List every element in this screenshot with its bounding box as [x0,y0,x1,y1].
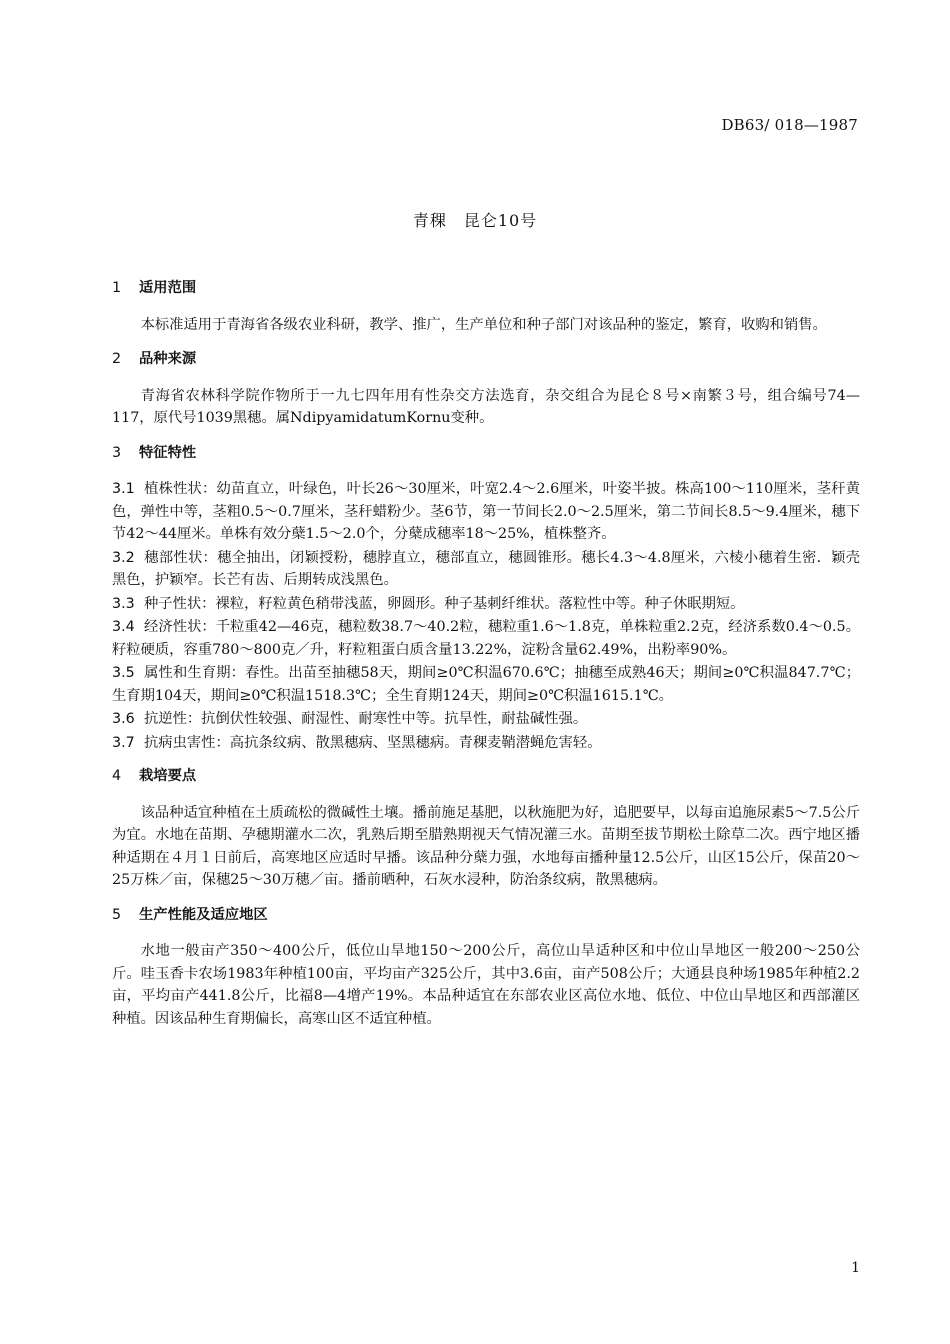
section-title: 特征特性 [139,444,197,461]
section-heading-5 [112,904,860,927]
section-paragraph: 水地一般亩产350～400公斤，低位山旱地150～200公斤，高位山旱适种区和中位山旱地区一般200～250公斤。哇玉香卡农场1983年种植100亩，平均亩产325公斤，其中3.6亩，亩产508公斤；大通县良种场1985年种植2.2亩，平均亩产441.8公斤，比福8—4增产19%。本品种适宜在东部农业区高位水地、低位、中位山旱地区和西部灌区种植。因该品种生育期偏长，高寒山区不适宜种植。 [112,943,860,1027]
sub-item-3-2 [112,547,860,592]
section-heading-2 [112,348,860,371]
document-title: 青稞 昆仑10号 [412,211,538,230]
sub-item-3-5 [112,662,860,707]
section-heading-3 [112,442,860,465]
sub-item-text: 属性和生育期：春性。出苗至抽穗58天，期间≥0℃积温670.6℃；抽穗至成熟46天；期间≥0℃积温847.7℃；生育期104天，期间≥0℃积温1518.3℃；全生育期124天，期间≥0℃积温1615.1℃。 [112,665,860,704]
section-title: 品种来源 [139,351,197,367]
document-body [112,277,860,1042]
sub-item-number: 3.5 [112,665,135,681]
section-number: 1 [112,280,122,296]
section-title: 适用范围 [139,280,197,296]
section-heading-1 [112,277,860,300]
sub-item-3-4 [112,616,860,661]
spacer [112,755,860,765]
sub-item-3-3 [112,593,860,616]
section-number: 4 [112,768,122,784]
sub-item-text: 种子性状：裸粒，籽粒黄色稍带浅蓝，卵圆形。种子基刺纤维状。落粒性中等。种子休眠期短。 [144,595,745,612]
section-paragraph: 该品种适宜种植在土质疏松的微碱性土壤。播前施足基肥，以秋施肥为好，追肥要早，以每亩追施尿素5～7.5公斤为宜。水地在苗期、孕穗期灌水二次，乳熟后期至腊熟期视天气情况灌三水。苗期至拔节期松土除草二次。西宁地区播种适期在４月１日前后，高寒地区应适时早播。该品种分蘖力强，水地每亩播种量12.5公斤，山区15公斤，保苗20～25万株／亩，保穗25～30万穗／亩。播前晒种，石灰水浸种，防治条纹病，散黑穗病。 [112,804,860,888]
sub-item-3-1 [112,478,860,546]
section-paragraph: 青海省农林科学院作物所于一九七四年用有性杂交方法选育，杂交组合为昆仑８号×南繁３号，组合编号74—117，原代号1039黑穗。属NdipyamidatumKornu变种。 [112,387,860,426]
section-number: 2 [112,351,122,367]
sub-item-number: 3.2 [112,549,135,566]
sub-item-number: 3.7 [112,734,135,751]
section-title: 生产性能及适应地区 [139,906,268,923]
standard-code: DB63/ 018—1987 [721,116,858,134]
sub-item-number: 3.4 [112,619,135,635]
sub-item-3-6 [112,708,860,731]
section-heading-4 [112,765,860,788]
sub-item-number: 3.3 [112,595,135,612]
sub-item-number: 3.6 [112,711,135,727]
sub-item-text: 抗逆性：抗倒伏性较强、耐湿性、耐寒性中等。抗旱性，耐盐碱性强。 [144,711,588,727]
section-paragraph: 本标准适用于青海省各级农业科研，教学、推广，生产单位和种子部门对该品种的鉴定，繁育，收购和销售。 [140,316,827,333]
sub-item-text: 穗部性状：穗全抽出，闭颖授粉，穗脖直立，穗部直立，穗圆锥形。穗长4.3～4.8厘米，六棱小穗着生密．颖壳黑色，护颖窄。长芒有齿、后期转成浅黑色。 [112,549,860,588]
section-number: 5 [112,906,122,923]
page-number: 1 [851,1260,860,1276]
section-title: 栽培要点 [139,768,197,784]
sub-item-text: 抗病虫害性：高抗条纹病、散黑穗病、坚黑穗病。青稞麦鞘潜蝇危害轻。 [144,734,602,751]
sub-item-number: 3.1 [112,481,135,497]
sub-item-text: 经济性状：千粒重42—46克，穗粒数38.7～40.2粒，穗粒重1.6～1.8克，单株粒重2.2克，经济系数0.4～0.5。籽粒硬质，容重780～800克／升，籽粒粗蛋白质含量13.22%，淀粉含量62.49%，出粉率90%。 [112,619,860,658]
sub-item-text: 植株性状：幼苗直立，叶绿色，叶长26～30厘米，叶宽2.4～2.6厘米，叶姿半披。株高100～110厘米，茎秆黄色，弹性中等，茎粗0.5～0.7厘米，茎秆蜡粉少。茎6节，第一节间长2.0～2.5厘米，第二节间长8.5～9.4厘米，穗下节42～44厘米。单株有效分蘖1.5～2.0个，分蘖成穗率18～25%，植株整齐。 [112,481,860,542]
section-number: 3 [112,444,122,461]
sub-item-3-7 [112,732,860,755]
